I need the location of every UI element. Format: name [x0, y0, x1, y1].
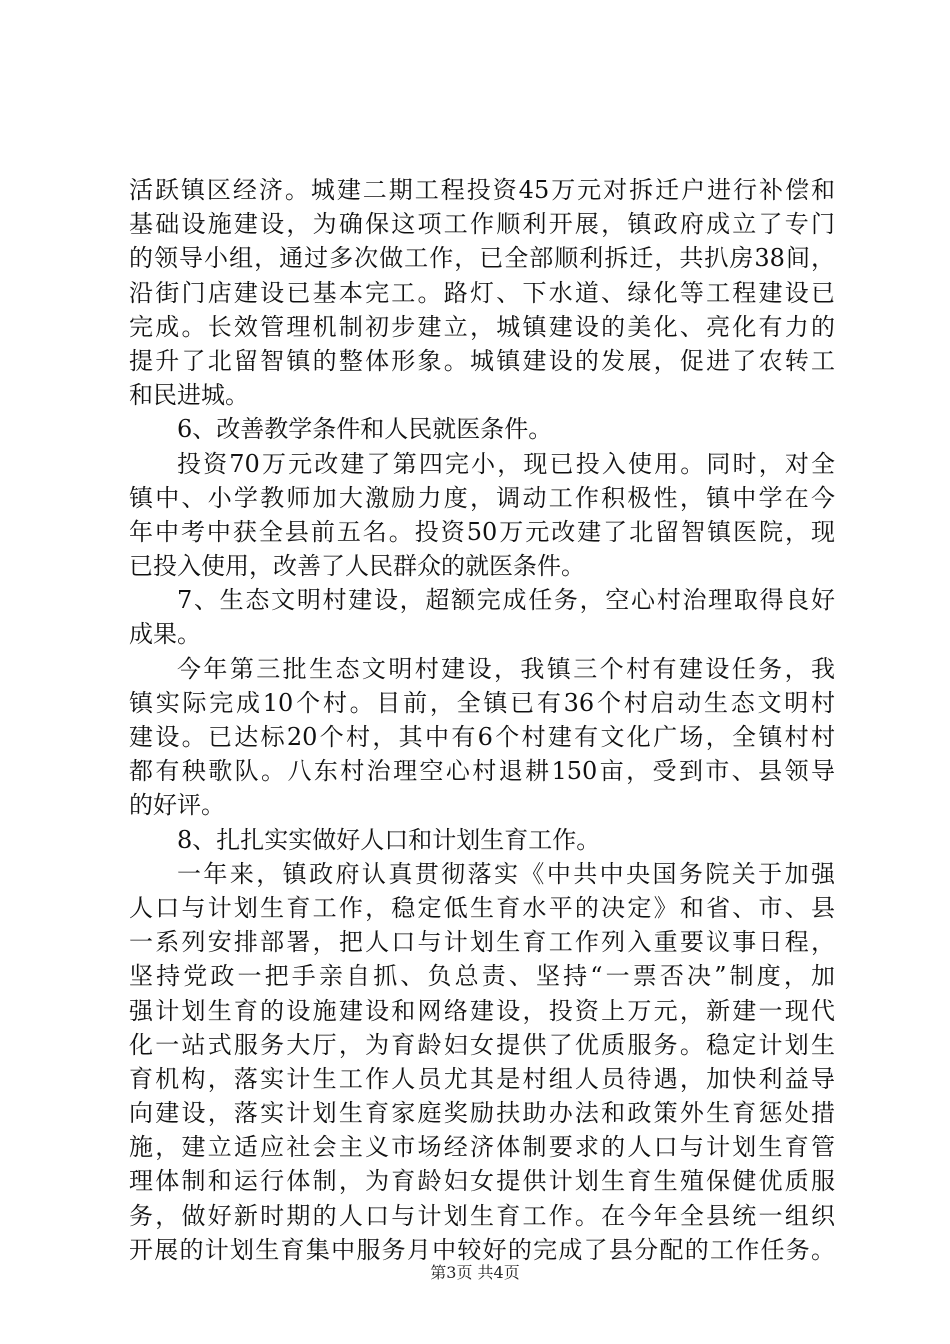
text-line: 一年来，镇政府认真贯彻落实《中共中央国务院关于加强	[177, 859, 835, 888]
text-line: 施，建立适应社会主义市场经济体制要求的人口与计划生育管	[129, 1133, 835, 1162]
text-line: 镇中、小学教师加大激励力度，调动工作积极性，镇中学在今	[129, 483, 835, 512]
text-line: 今年第三批生态文明村建设，我镇三个村有建设任务，我	[177, 654, 835, 683]
text-line: 6、改善教学条件和人民就医条件。	[177, 415, 553, 444]
text-line: 成果。	[129, 620, 201, 649]
text-line: 8、扎扎实实做好人口和计划生育工作。	[177, 825, 601, 854]
text-line: 建设。已达标20个村，其中有6个村建有文化广场，全镇村村	[129, 723, 835, 751]
text-line: 的好评。	[129, 791, 225, 820]
page-footer: 第3页 共4页	[430, 1263, 520, 1282]
text-line: 7、生态文明村建设，超额完成任务，空心村治理取得良好	[177, 586, 835, 615]
text-line: 和民进城。	[129, 381, 249, 410]
text-line: 沿街门店建设已基本完工。路灯、下水道、绿化等工程建设已	[129, 278, 835, 307]
text-line: 务，做好新时期的人口与计划生育工作。在今年全县统一组织	[129, 1201, 835, 1230]
text-line: 的领导小组，通过多次做工作，已全部顺利拆迁，共扒房38间，	[129, 244, 835, 273]
text-line: 镇实际完成10个村。目前，全镇已有36个村启动生态文明村	[129, 688, 835, 717]
text-line: 投资70万元改建了第四完小，现已投入使用。同时，对全	[177, 449, 835, 478]
text-line: 基础设施建设，为确保这项工作顺利开展，镇政府成立了专门	[129, 210, 835, 239]
text-line: 化一站式服务大厅，为育龄妇女提供了优质服务。稳定计划生	[129, 1030, 835, 1059]
body-text	[129, 173, 835, 1267]
text-line: 理体制和运行体制，为育龄妇女提供计划生育生殖保健优质服	[129, 1167, 835, 1196]
text-line: 一系列安排部署，把人口与计划生育工作列入重要议事日程，	[129, 928, 835, 957]
text-line: 坚持党政一把手亲自抓、负总责、坚持“一票否决”制度，加	[129, 962, 835, 991]
text-line: 开展的计划生育集中服务月中较好的完成了县分配的工作任务。	[129, 1235, 835, 1264]
text-line: 育机构，落实计生工作人员尤其是村组人员待遇，加快利益导	[129, 1064, 835, 1093]
text-line: 完成。长效管理机制初步建立，城镇建设的美化、亮化有力的	[129, 312, 835, 341]
text-line: 都有秧歌队。八东村治理空心村退耕150亩，受到市、县领导	[129, 757, 835, 786]
text-line: 活跃镇区经济。城建二期工程投资45万元对拆迁户进行补偿和	[129, 176, 835, 204]
text-line: 已投入使用，改善了人民群众的就医条件。	[129, 552, 585, 581]
text-line: 强计划生育的设施建设和网络建设，投资上万元，新建一现代	[129, 996, 835, 1025]
text-line: 年中考中获全县前五名。投资50万元改建了北留智镇医院，现	[129, 517, 835, 546]
text-line: 人口与计划生育工作，稳定低生育水平的决定》和省、市、县	[129, 893, 835, 922]
text-line: 向建设，落实计划生育家庭奖励扶助办法和政策外生育惩处措	[129, 1099, 835, 1128]
text-line: 提升了北留智镇的整体形象。城镇建设的发展，促进了农转工	[129, 346, 835, 375]
